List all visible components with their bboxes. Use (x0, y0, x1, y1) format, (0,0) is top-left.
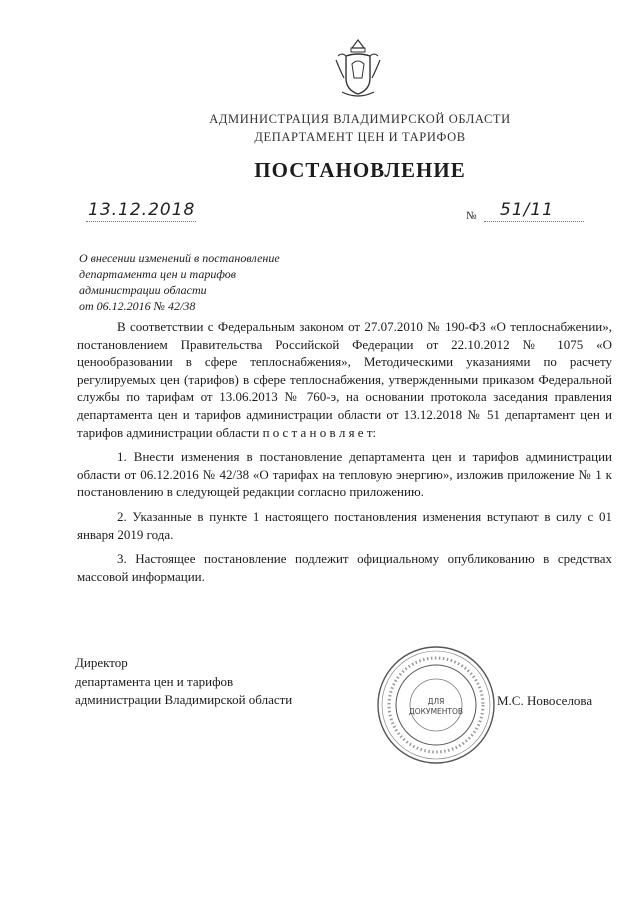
document-body (77, 318, 612, 585)
date-underline (86, 221, 196, 222)
organization-name: АДМИНИСТРАЦИЯ ВЛАДИМИРСКОЙ ОБЛАСТИ (209, 112, 511, 126)
subject-line: от 06.12.2016 № 42/38 (79, 299, 196, 313)
document-number: 51/11 (500, 200, 554, 220)
stamp-line: ДОКУМЕНТОВ (408, 707, 464, 716)
document-subject (79, 250, 319, 314)
preamble-paragraph: В соответствии с Федеральным законом от 27.07.2010 № 190-ФЗ «О теплоснабжении», постановлением Правительства Российской Федерации от 22.10.2012 № 1075 «О ценообразовании в сфере теплоснабжения», Методическими указаниями по расчету регулируемых цен (тарифов) в сфере теплоснабжения, утвержденными приказом Федеральной службы по тарифам от 13.06.2013 № 760-э, на основании протокола заседания правления департамента цен и тарифов администрации области от 13.12.2018 № 51 департамент цен и тарифов администрации области п о с т а н о в л я е т: (77, 319, 612, 440)
item-paragraph-2: 2. Указанные в пункте 1 настоящего постановления изменения вступают в силу с 01 января 2019 года. (77, 508, 612, 542)
document-title: ПОСТАНОВЛЕНИЕ (254, 158, 466, 182)
coat-of-arms-icon (332, 34, 384, 100)
item-paragraph-3: 3. Настоящее постановление подлежит официальному опубликованию в средствах массовой информации. (77, 551, 612, 584)
document-date: 13.12.2018 (88, 200, 196, 220)
subject-line: администрации области (79, 283, 207, 297)
number-sign: № (466, 210, 477, 222)
number-underline (484, 221, 584, 222)
position-line: Директор (75, 655, 128, 670)
stamp-line: ДЛЯ (427, 697, 445, 706)
subject-line: О внесении изменений в постановление (79, 251, 280, 265)
department-name: ДЕПАРТАМЕНТ ЦЕН И ТАРИФОВ (254, 130, 466, 144)
position-line: администрации Владимирской области (75, 692, 293, 707)
stamp-text (374, 697, 498, 717)
item-paragraph-1: 1. Внести изменения в постановление департамента цен и тарифов администрации области от 06.12.2016 № 42/38 «О тарифах на тепловую энергию», изложив приложение № 1 к постановлению в следующей редакции согласно приложению. (77, 449, 612, 500)
subject-line: департамента цен и тарифов (79, 267, 236, 281)
signatory-name: М.С. Новоселова (497, 693, 593, 708)
position-line: департамента цен и тарифов (75, 673, 234, 689)
signatory-position (75, 654, 292, 710)
